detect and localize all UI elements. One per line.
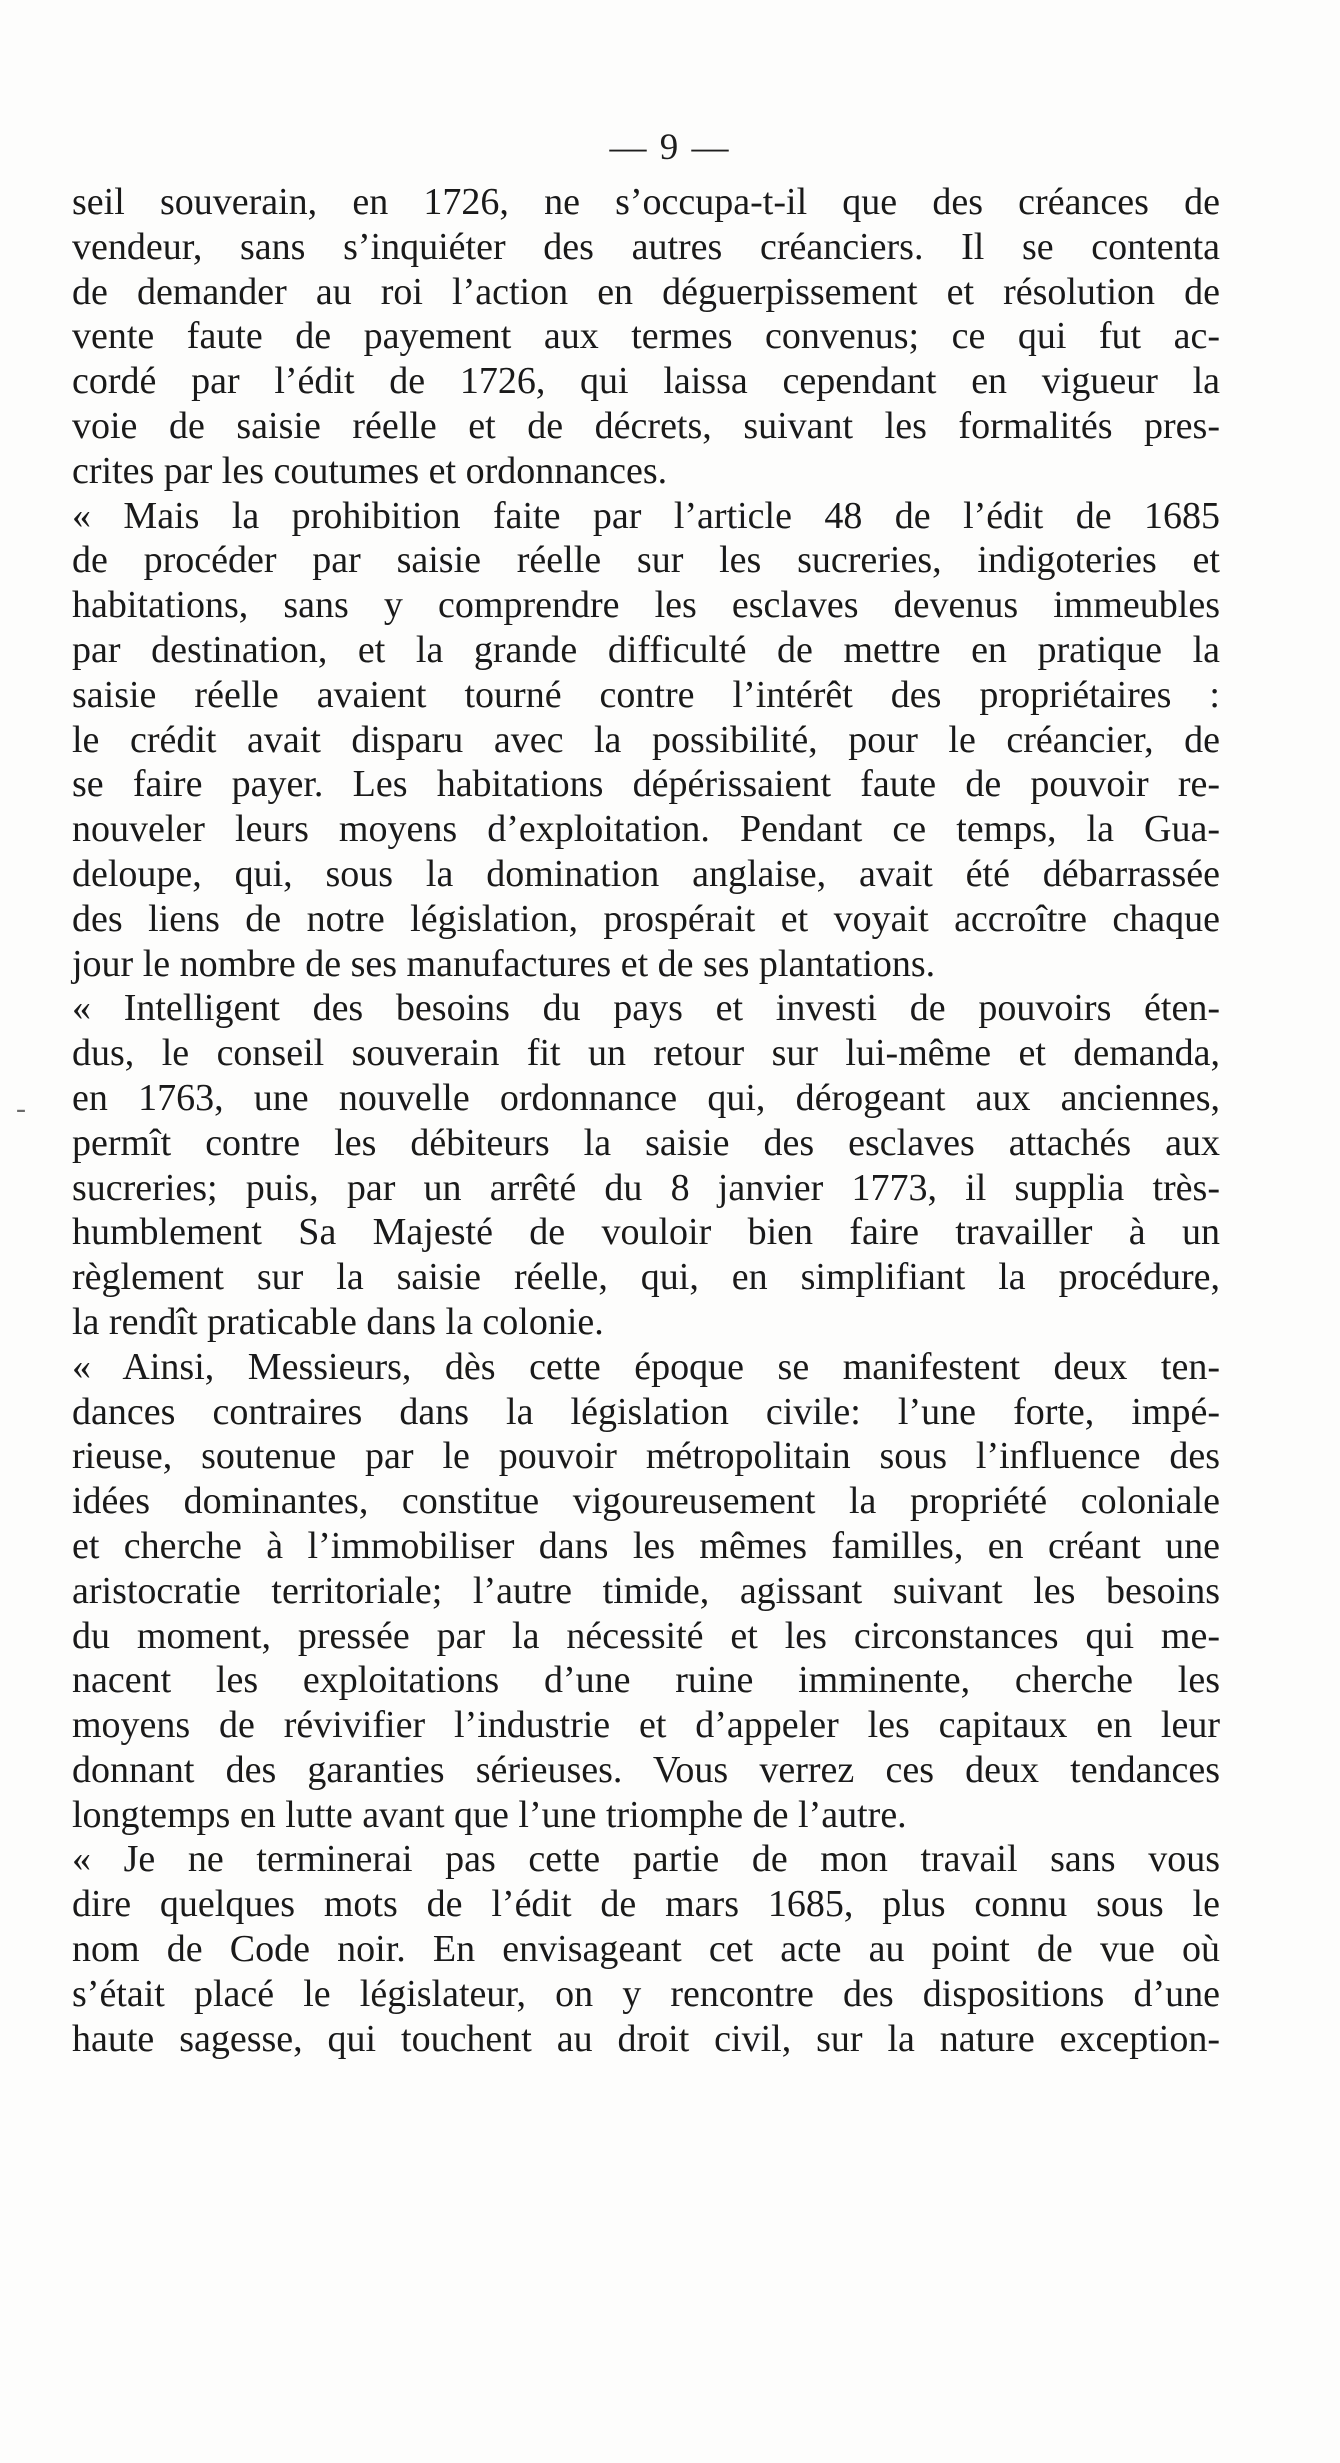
text-line: et cherche à l’immobiliser dans les mêmes familles, en créant une [72, 1524, 1220, 1567]
text-line: donnant des garanties sérieuses. Vous verrez ces deux tendances [72, 1748, 1220, 1791]
text-line: « Ainsi, Messieurs, dès cette époque se manifestent deux ten- [72, 1345, 1220, 1388]
text-line: jour le nombre de ses manufactures et de ses plantations. [72, 942, 936, 985]
text-line: haute sagesse, qui touchent au droit civil, sur la nature exception- [72, 2017, 1220, 2060]
text-line: de demander au roi l’action en déguerpissement et résolution de [72, 270, 1220, 313]
text-line: nacent les exploitations d’une ruine imminente, cherche les [72, 1659, 1220, 1702]
text-line: sucreries; puis, par un arrêté du 8 janvier 1773, il supplia très- [72, 1166, 1220, 1209]
text-line: idées dominantes, constitue vigoureusement la propriété coloniale [72, 1480, 1220, 1523]
text-line: crites par les coutumes et ordonnances. [72, 449, 668, 492]
body-text [72, 180, 1220, 2061]
text-line: habitations, sans y comprendre les esclaves devenus immeubles [72, 584, 1220, 627]
margin-mark: - [16, 1092, 26, 1125]
text-line: en 1763, une nouvelle ordonnance qui, dérogeant aux anciennes, [72, 1076, 1220, 1119]
text-line: s’était placé le législateur, on y rencontre des dispositions d’une [72, 1972, 1220, 2015]
text-line: dances contraires dans la législation civile: l’une forte, impé- [72, 1390, 1220, 1433]
text-line: par destination, et la grande difficulté de mettre en pratique la [72, 628, 1220, 671]
text-line: rieuse, soutenue par le pouvoir métropolitain sous l’influence des [72, 1435, 1220, 1478]
text-line: règlement sur la saisie réelle, qui, en simplifiant la procédure, [72, 1256, 1220, 1299]
text-line: voie de saisie réelle et de décrets, suivant les formalités pres- [72, 404, 1220, 447]
text-line: dire quelques mots de l’édit de mars 1685, plus connu sous le [72, 1883, 1220, 1926]
text-line: saisie réelle avaient tourné contre l’intérêt des propriétaires : [72, 673, 1220, 716]
text-line: de procéder par saisie réelle sur les sucreries, indigoteries et [72, 539, 1220, 582]
text-line: se faire payer. Les habitations dépérissaient faute de pouvoir re- [72, 763, 1220, 806]
text-line: nouveler leurs moyens d’exploitation. Pendant ce temps, la Gua- [72, 808, 1220, 851]
text-line: humblement Sa Majesté de vouloir bien faire travailler à un [72, 1211, 1220, 1254]
text-line: deloupe, qui, sous la domination anglaise, avait été débarrassée [72, 852, 1220, 895]
text-line: seil souverain, en 1726, ne s’occupa-t-il que des créances de [72, 181, 1220, 223]
text-line: dus, le conseil souverain fit un retour sur lui-même et demanda, [72, 1032, 1220, 1075]
text-line: « Je ne terminerai pas cette partie de mon travail sans vous [72, 1838, 1220, 1881]
text-line: des liens de notre législation, prospérait et voyait accroître chaque [72, 897, 1220, 940]
text-line: le crédit avait disparu avec la possibilité, pour le créancier, de [72, 718, 1220, 761]
text-line: moyens de révivifier l’industrie et d’appeler les capitaux en leur [72, 1704, 1220, 1747]
text-line: « Mais la prohibition faite par l’article 48 de l’édit de 1685 [72, 494, 1220, 537]
page-number: — 9 — [609, 127, 731, 168]
text-line: vendeur, sans s’inquiéter des autres créanciers. Il se contenta [72, 225, 1220, 268]
text-line: la rendît praticable dans la colonie. [72, 1300, 604, 1343]
text-line: permît contre les débiteurs la saisie des esclaves attachés aux [72, 1121, 1220, 1164]
text-line: longtemps en lutte avant que l’une triomphe de l’autre. [72, 1793, 907, 1836]
text-line: du moment, pressée par la nécessité et les circonstances qui me- [72, 1614, 1220, 1657]
text-line: cordé par l’édit de 1726, qui laissa cependant en vigueur la [72, 360, 1220, 403]
text-line: vente faute de payement aux termes convenus; ce qui fut ac- [72, 315, 1220, 358]
text-line: nom de Code noir. En envisageant cet acte au point de vue où [72, 1928, 1220, 1971]
text-line: « Intelligent des besoins du pays et investi de pouvoirs éten- [72, 987, 1220, 1030]
text-line: aristocratie territoriale; l’autre timide, agissant suivant les besoins [72, 1569, 1220, 1612]
